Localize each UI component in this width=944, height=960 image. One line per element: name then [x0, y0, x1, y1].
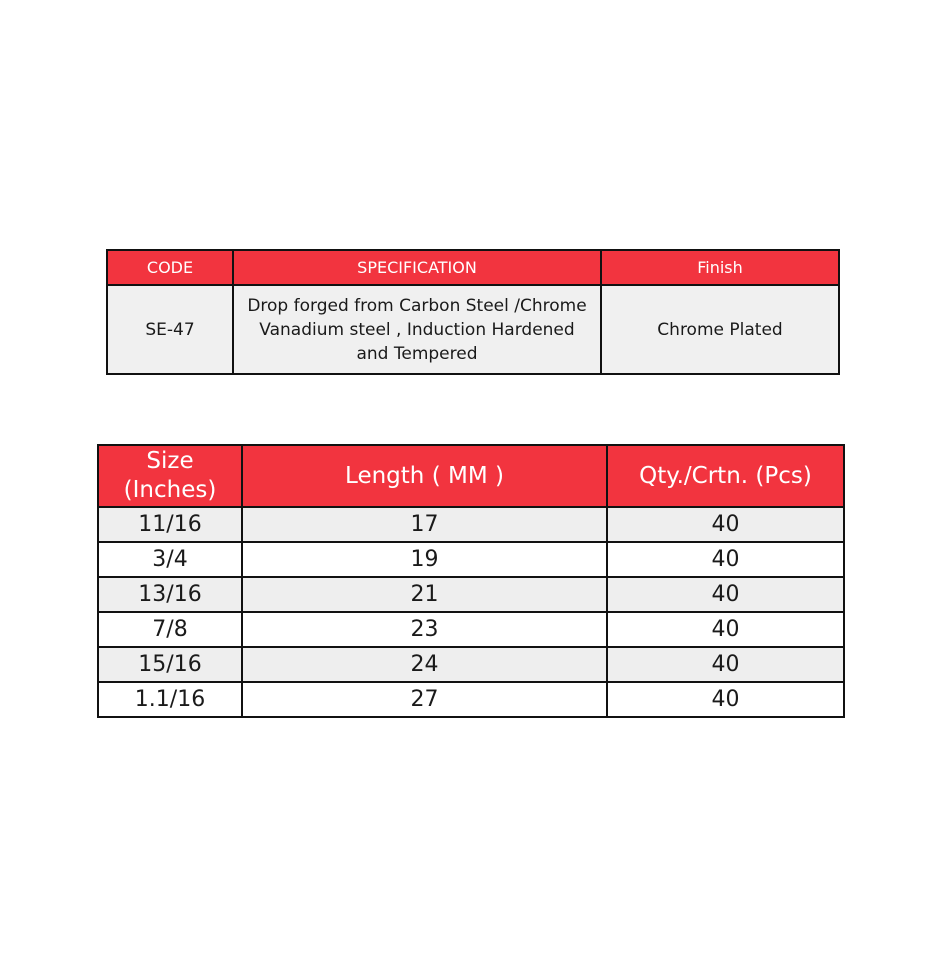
size-cell: 3/4 — [98, 542, 242, 577]
size-cell: 1.1/16 — [98, 682, 242, 717]
length-cell: 19 — [242, 542, 607, 577]
table-row — [98, 542, 844, 577]
specification-table — [106, 249, 840, 375]
length-header: Length ( MM ) — [242, 445, 607, 507]
qty-header: Qty./Crtn. (Pcs) — [607, 445, 844, 507]
table-row — [98, 682, 844, 717]
length-cell: 17 — [242, 507, 607, 542]
size-cell: 7/8 — [98, 612, 242, 647]
qty-cell: 40 — [607, 542, 844, 577]
qty-cell: 40 — [607, 507, 844, 542]
qty-cell: 40 — [607, 577, 844, 612]
specification-text: Drop forged from Carbon Steel /Chrome Vanadium steel , Induction Hardened and Tempered — [247, 295, 587, 364]
size-table — [97, 444, 845, 718]
spec-row — [107, 285, 839, 374]
length-cell: 27 — [242, 682, 607, 717]
specification-cell — [233, 285, 601, 374]
qty-cell: 40 — [607, 682, 844, 717]
table-row — [98, 577, 844, 612]
size-cell: 11/16 — [98, 507, 242, 542]
length-cell: 21 — [242, 577, 607, 612]
specification-header: SPECIFICATION — [233, 250, 601, 285]
table-row — [98, 647, 844, 682]
qty-cell: 40 — [607, 612, 844, 647]
code-cell: SE-47 — [107, 285, 233, 374]
size-cell: 13/16 — [98, 577, 242, 612]
size-cell: 15/16 — [98, 647, 242, 682]
finish-cell: Chrome Plated — [601, 285, 839, 374]
code-header: CODE — [107, 250, 233, 285]
length-cell: 23 — [242, 612, 607, 647]
size-header-row — [98, 445, 844, 507]
finish-header: Finish — [601, 250, 839, 285]
qty-cell: 40 — [607, 647, 844, 682]
table-row — [98, 612, 844, 647]
length-cell: 24 — [242, 647, 607, 682]
size-header — [98, 445, 242, 507]
spec-header-row — [107, 250, 839, 285]
size-header-label: Size (Inches) — [123, 448, 217, 503]
table-row — [98, 507, 844, 542]
